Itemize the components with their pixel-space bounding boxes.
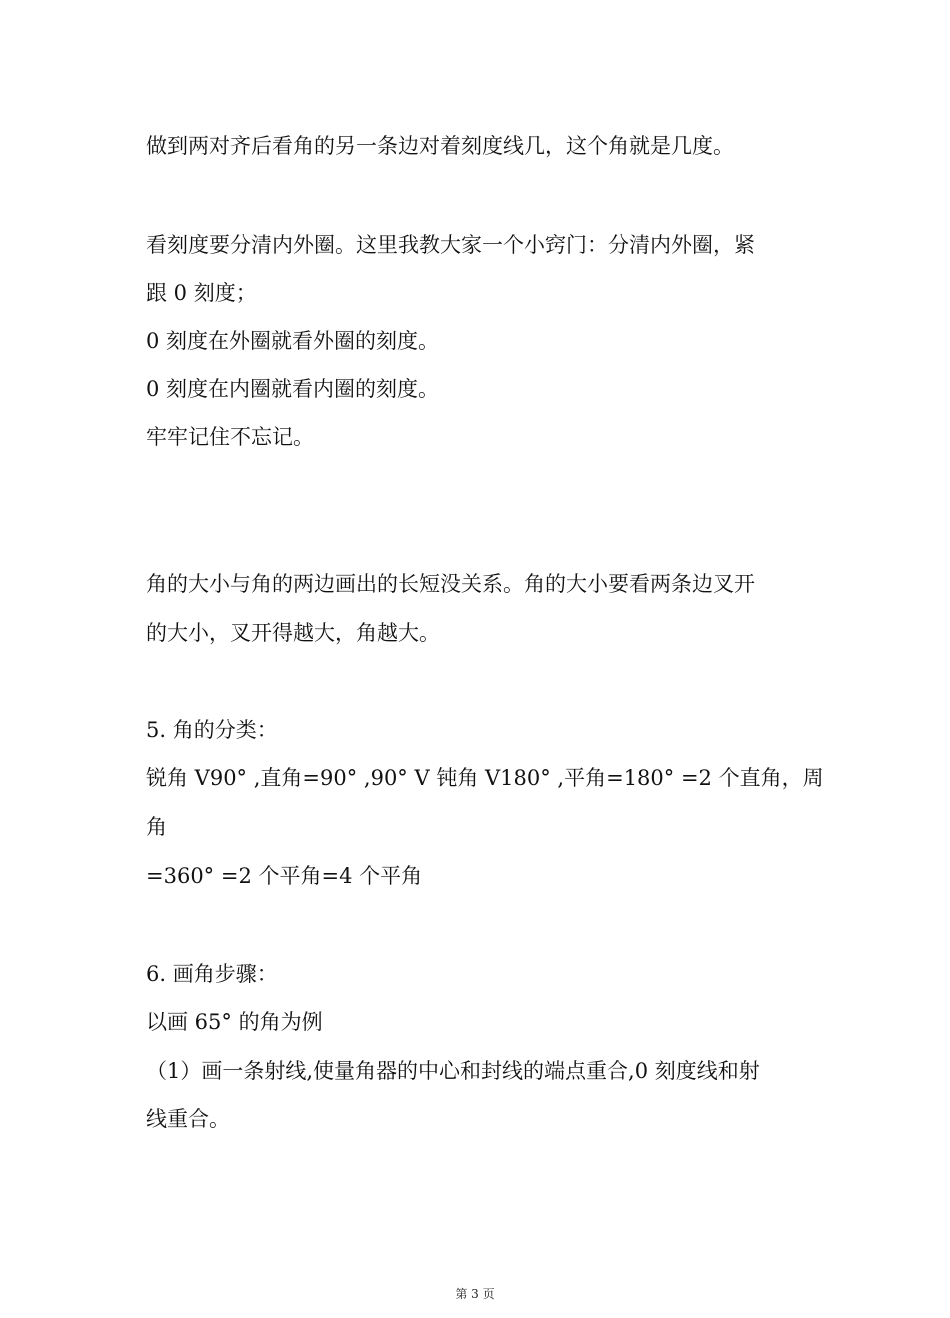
paragraph-remember: 牢牢记住不忘记。 [146, 425, 314, 449]
section-5-line-2: 角 [146, 815, 167, 839]
page-number: 第 3 页 [455, 1287, 495, 1301]
paragraph-inner-outer-line-1: 看刻度要分清内外圈。这里我教大家一个小窍门：分清内外圈，紧 [146, 233, 755, 257]
paragraph-outer-circle: 0 刻度在外圈就看外圈的刻度。 [146, 329, 440, 353]
paragraph-angle-size-line-1: 角的大小与角的两边画出的长短没关系。角的大小要看两条边叉开 [146, 572, 755, 596]
section-6-example: 以画 65° 的角为例 [146, 1010, 323, 1034]
paragraph-read-angle: 做到两对齐后看角的另一条边对着刻度线几，这个角就是几度。 [146, 134, 734, 158]
paragraph-inner-circle: 0 刻度在内圈就看内圈的刻度。 [146, 377, 440, 401]
section-5-heading: 5. 角的分类： [146, 718, 278, 742]
paragraph-inner-outer-line-2: 跟 0 刻度； [146, 281, 257, 305]
section-6-step-1-line-2: 线重合。 [146, 1107, 230, 1131]
section-5-line-1: 锐角 V90° ,直角=90° ,90° V 钝角 V180° ,平角=180° =2 个直角，周 [146, 766, 824, 790]
section-5-line-3: =360° =2 个平角=4 个平角 [146, 864, 423, 888]
section-6-heading: 6. 画角步骤： [146, 962, 278, 986]
section-6-step-1-line-1: （1）画一条射线,使量角器的中心和封线的端点重合,0 刻度线和射 [146, 1059, 760, 1083]
paragraph-angle-size-line-2: 的大小，叉开得越大，角越大。 [146, 621, 440, 645]
